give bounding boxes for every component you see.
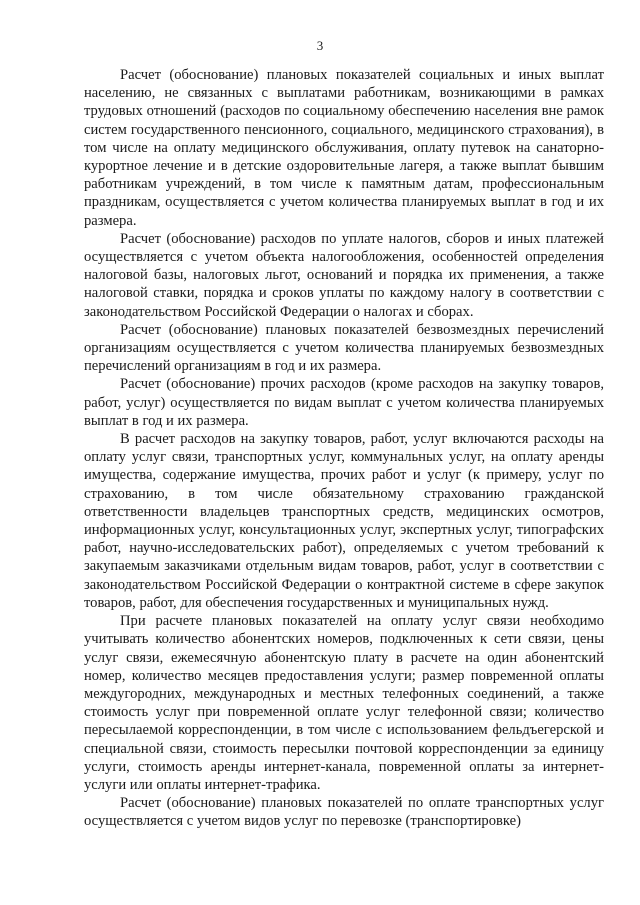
paragraph-grants-to-organizations: Расчет (обоснование) плановых показателей безвозмездных перечислений организациям осуществляется с учетом количества планируемых безвозмездных перечислений организациям в год и их размера.: [84, 321, 604, 375]
paragraph-transport-services: Расчет (обоснование) плановых показателей по оплате транспортных услуг осуществляется с учетом видов услуг по перевозке (транспортировке): [84, 795, 604, 830]
paragraph-other-expenses: Расчет (обоснование) прочих расходов (кроме расходов на закупку товаров, работ, услуг) осуществляется по видам выплат с учетом количества планируемых выплат в год и их размера.: [84, 376, 604, 429]
paragraph-social-payments: Расчет (обоснование) плановых показателей социальных и иных выплат населению, не связанных с выплатами работникам, возникающими в рамках трудовых отношений (расходов по социальному обеспечению населения вне рамок систем государственного пенсионного, социального, медицинского страхования), в том числе на оплату медицинского обслуживания, оплату путевок на санаторно-курортное лечение и в детские оздоровительные лагеря, а также выплат бывшим работникам учреждений, в том числе к памятным датам, профессиональным праздникам, осуществляется с учетом количества планируемых выплат в год и их размера.: [84, 67, 604, 229]
paragraph-taxes: Расчет (обоснование) расходов по уплате налогов, сборов и иных платежей осуществляется с учетом объекта налогообложения, особенностей определения налоговой базы, налоговых льгот, оснований и порядка их применения, а также налоговой ставки, порядка и сроков уплаты по каждому налогу в соответствии с законодательством Российской Федерации о налогах и сборах.: [84, 230, 604, 320]
paragraph-procurement: В расчет расходов на закупку товаров, работ, услуг включаются расходы на оплату услуг связи, транспортных услуг, коммунальных услуг, на оплату аренды имущества, содержание имущества, прочих работ и услуг (к примеру, услуг по страхованию, в том числе обязательному страхованию гражданской ответственности владельцев транспортных средств, медицинских осмотров, информационных услуг, консультационных услуг, экспертных услуг, типографских работ, научно-исследовательских работ), определяемых с учетом требований к закупаемым заказчиками отдельным видам товаров, работ, услуг в соответствии с законодательством Российской Федерации о контрактной системе в сфере закупок товаров, работ, для обеспечения государственных и муниципальных нужд.: [84, 431, 604, 611]
page-number: 3: [316, 38, 324, 53]
paragraph-communication-services: При расчете плановых показателей на оплату услуг связи необходимо учитывать количество абонентских номеров, подключенных к сети связи, цены услуг связи, ежемесячную абонентскую плату в расчете на один абонентский номер, количество месяцев предоставления услуги; размер повременной оплаты междугородних, международных и местных телефонных соединений, а также стоимость услуг при повременной оплате услуг телефонной связи; количество пересылаемой корреспонденции, в том числе с использованием фельдъегерской и специальной связи, стоимость пересылки почтовой корреспонденции за единицу услуги, стоимость аренды интернет-канала, повременной оплаты за интернет-услуги или оплаты интернет-трафика.: [84, 613, 604, 793]
document-body: [84, 66, 604, 831]
